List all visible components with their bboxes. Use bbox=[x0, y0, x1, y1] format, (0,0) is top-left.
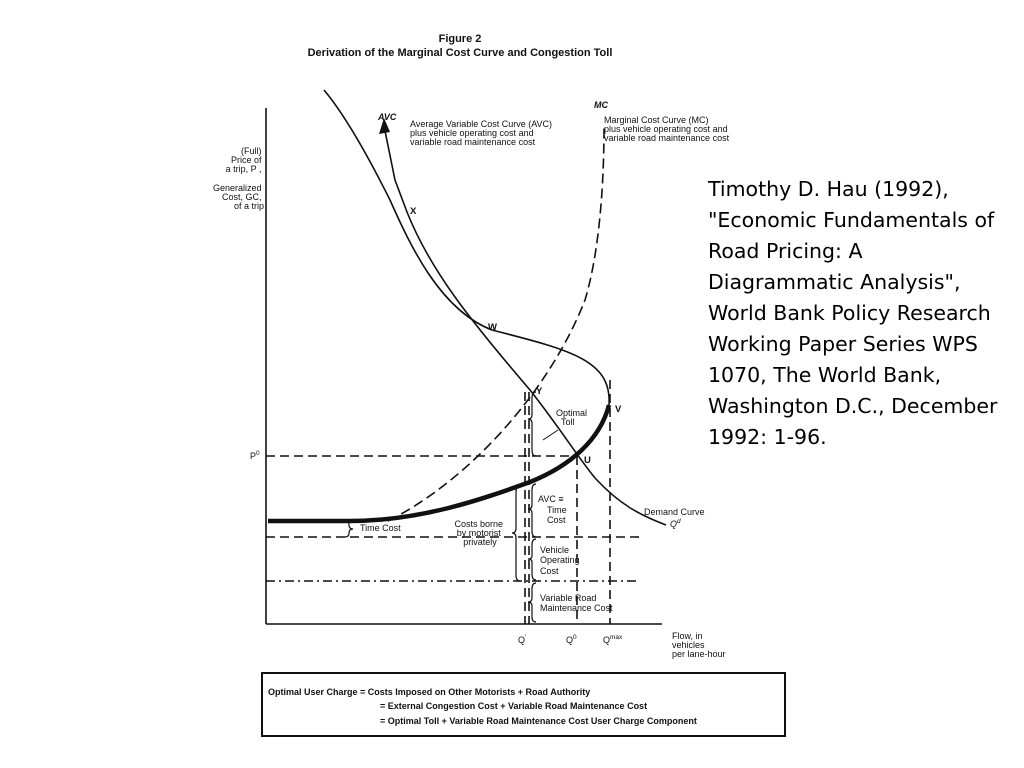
time-cost-label: Time Cost bbox=[360, 523, 401, 533]
avc-tag: AVC bbox=[378, 112, 397, 122]
point-v-label: V bbox=[615, 404, 622, 415]
x-tick-q-prime: Q′ bbox=[518, 634, 527, 645]
x-tick-qmax: $Q^{max}$ bbox=[603, 634, 623, 645]
demand-curve-tag: $Q^d$ bbox=[670, 518, 681, 529]
optimal-toll-arrow bbox=[543, 430, 558, 440]
point-y-label: Y bbox=[536, 386, 543, 397]
optimal-user-charge-text: Optimal User Charge = Costs Imposed on Other Motorists + Road Authority = External Congestion Cost + Variable Road Maintenance Cost = Optimal Toll + Variable Road Maintenance Cost User Charge Component bbox=[268, 687, 697, 726]
avc-description: Average Variable Cost Curve (AVC) plus vehicle operating cost and variable road maintenance cost bbox=[410, 119, 553, 147]
vehicle-operating-brace bbox=[528, 539, 536, 580]
vehicle-operating-cost-label: Vehicle Operating Cost bbox=[540, 545, 580, 576]
figure-title: Figure 2 bbox=[438, 33, 482, 45]
point-x-label: X bbox=[410, 206, 417, 217]
costs-borne-label: Costs borne by motorist privately bbox=[454, 519, 504, 547]
x-tick-q0: $Q^0$ bbox=[566, 634, 577, 645]
optimal-toll-label: Optimal Toll bbox=[556, 408, 588, 427]
x-axis-label: Flow, in vehicles per lane-hour bbox=[672, 631, 726, 659]
y-axis-label: (Full) Price of a trip, P , Generalized Cost, GC, of a trip bbox=[212, 146, 264, 211]
demand-curve-label: Demand Curve bbox=[644, 507, 705, 517]
mc-tag: MC bbox=[594, 100, 608, 110]
mc-description: Marginal Cost Curve (MC) plus vehicle operating cost and variable road maintenance cost bbox=[604, 115, 730, 143]
avc-equiv-time-cost-label: AVC ≡ Time Cost bbox=[538, 494, 567, 525]
citation-text: Timothy D. Hau (1992), "Economic Fundamentals of Road Pricing: A Diagrammatic Analysis", World Bank Policy Research Working Paper Series WPS 1070, The World Bank, Washington D.C., December 1992: 1-96. bbox=[708, 177, 998, 449]
point-w-label: W bbox=[488, 322, 497, 333]
time-cost-brace bbox=[345, 521, 353, 537]
price-p0-label: $P^0$ bbox=[250, 450, 260, 461]
variable-road-maintenance-label: Variable Road Maintenance Cost bbox=[540, 593, 613, 613]
figure-subtitle: Derivation of the Marginal Cost Curve and Congestion Toll bbox=[307, 47, 613, 59]
point-u-label: U bbox=[584, 455, 591, 466]
costs-borne-brace bbox=[512, 486, 520, 581]
